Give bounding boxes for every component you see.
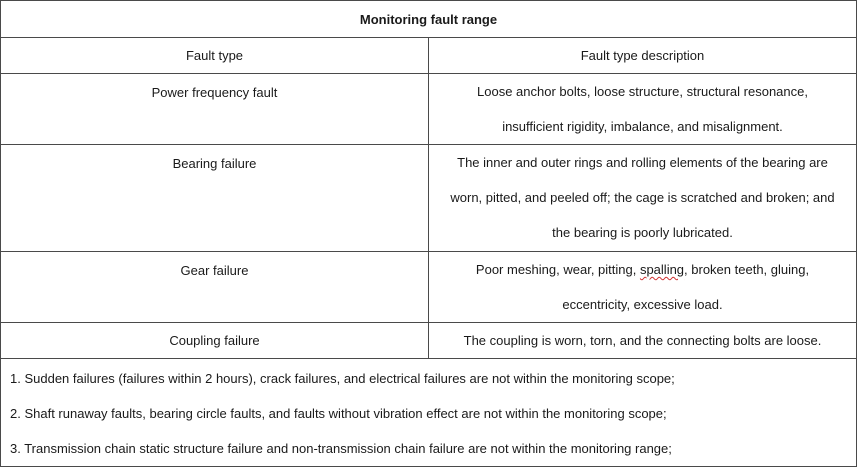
fault-description-cell [429, 145, 857, 252]
spellcheck-flagged-word: spalling [639, 262, 685, 277]
fault-type-cell [1, 323, 429, 359]
fault-type-label: Coupling failure [169, 333, 260, 348]
table-title: Monitoring fault range [1, 1, 857, 38]
description-line: The coupling is worn, torn, and the connecting bolts are loose. [463, 332, 822, 348]
table-row [1, 74, 857, 145]
note-item: 1. Sudden failures (failures within 2 hours), crack failures, and electrical failures are not within the monitoring scope; [10, 371, 675, 386]
fault-type-label: Gear failure [180, 263, 249, 278]
description-text: , broken teeth, gluing, [684, 262, 810, 277]
description-line: Loose anchor bolts, loose structure, structural resonance, [477, 84, 808, 99]
fault-type-cell [1, 252, 429, 323]
description-line: eccentricity, excessive load. [562, 297, 723, 312]
description-line: worn, pitted, and peeled off; the cage is scratched and broken; and [450, 190, 835, 205]
table-row [1, 323, 857, 359]
description-line: the bearing is poorly lubricated. [552, 225, 733, 240]
notes-cell [1, 359, 857, 467]
description-line: The inner and outer rings and rolling elements of the bearing are [457, 155, 828, 170]
description-line: insufficient rigidity, imbalance, and misalignment. [502, 119, 783, 134]
notes-list [1, 359, 856, 466]
table-row [1, 252, 857, 323]
fault-type-label: Bearing failure [172, 156, 257, 171]
description-text: Poor meshing, wear, pitting, [475, 262, 640, 277]
fault-description-cell [429, 74, 857, 145]
title-row [1, 1, 857, 38]
fault-type-cell [1, 74, 429, 145]
fault-description-cell [429, 323, 857, 359]
header-fault-description: Fault type description [429, 38, 857, 74]
note-item: 2. Shaft runaway faults, bearing circle faults, and faults without vibration effect are not within the monitoring scope; [10, 406, 667, 421]
fault-type-cell [1, 145, 429, 252]
header-fault-type: Fault type [1, 38, 429, 74]
fault-type-label: Power frequency fault [151, 85, 278, 100]
table-row [1, 145, 857, 252]
notes-row [1, 359, 857, 467]
header-row [1, 38, 857, 74]
note-item: 3. Transmission chain static structure failure and non-transmission chain failure are not within the monitoring range; [10, 441, 672, 456]
fault-description-cell [429, 252, 857, 323]
description-line [429, 252, 856, 287]
